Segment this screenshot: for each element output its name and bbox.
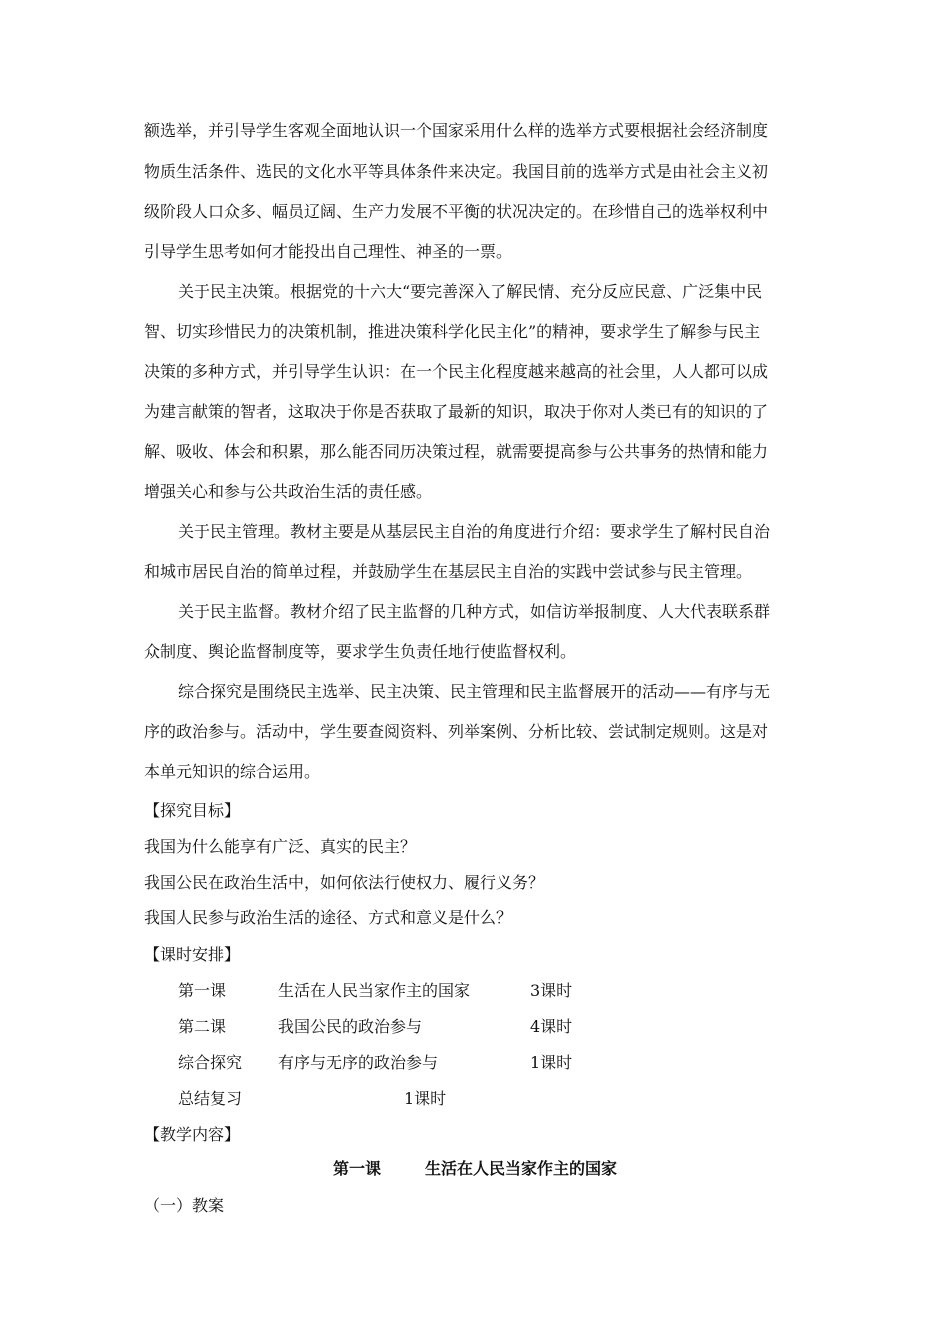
schedule-hours: 1课时 (530, 1053, 573, 1072)
schedule-title: 有序与无序的政治参与 (278, 1053, 439, 1072)
paragraph-line: 物质生活条件、选民的文化水平等具体条件来决定。我国目前的选举方式是由社会主义初 (144, 162, 769, 181)
lesson-title (0, 1158, 950, 1180)
paragraph-line: 智、切实珍惜民力的决策机制，推进决策科学化民主化”的精神，要求学生了解参与民主 (144, 322, 761, 341)
paragraph-line: 增强关心和参与公共政治生活的责任感。 (144, 482, 433, 501)
paragraph-line: 解、吸收、体会和积累，那么能否同历决策过程，就需要提高参与公共事务的热情和能力 (144, 442, 769, 461)
paragraph-line: 关于民主决策。根据党的十六大“要完善深入了解民情、充分反应民意、广泛集中民 (178, 282, 763, 301)
schedule-heading: 【课时安排】 (144, 945, 241, 964)
paragraph-line: 关于民主监督。教材介绍了民主监督的几种方式，如信访举报制度、人大代表联系群 (178, 602, 771, 621)
goal-item: 我国公民在政治生活中，如何依法行使权力、履行义务？ (144, 873, 545, 892)
schedule-hours: 1课时 (404, 1089, 447, 1108)
paragraph-line: 级阶段人口众多、幅员辽阔、生产力发展不平衡的状况决定的。在珍惜自己的选举权利中 (144, 202, 769, 221)
paragraph-line: 决策的多种方式，并引导学生认识：在一个民主化程度越来越高的社会里，人人都可以成 (144, 362, 769, 381)
paragraph-line: 综合探究是围绕民主选举、民主决策、民主管理和民主监督展开的活动——有序与无 (178, 682, 771, 701)
goal-item: 我国人民参与政治生活的途径、方式和意义是什么？ (144, 908, 513, 927)
schedule-hours: 3课时 (530, 981, 573, 1000)
paragraph-line: 为建言献策的智者，这取决于你是否获取了最新的知识，取决于你对人类已有的知识的了 (144, 402, 769, 421)
paragraph-line: 关于民主管理。教材主要是从基层民主自治的角度进行介绍：要求学生了解村民自治 (178, 522, 771, 541)
schedule-hours: 4课时 (530, 1017, 573, 1036)
schedule-lesson: 第一课 (178, 981, 227, 1000)
goals-heading: 【探究目标】 (144, 801, 241, 820)
schedule-lesson: 第二课 (178, 1017, 227, 1036)
paragraph-line: 本单元知识的综合运用。 (144, 762, 321, 781)
paragraph-line: 众制度、舆论监督制度等，要求学生负责任地行使监督权利。 (144, 642, 577, 661)
content-heading: 【教学内容】 (144, 1125, 241, 1144)
paragraph-line: 序的政治参与。活动中，学生要查阅资料、列举案例、分析比较、尝试制定规则。这是对 (144, 722, 769, 741)
lesson-name: 生活在人民当家作主的国家 (425, 1159, 618, 1178)
paragraph-line: 引导学生思考如何才能投出自己理性、神圣的一票。 (144, 242, 513, 261)
schedule-lesson: 综合探究 (178, 1053, 243, 1072)
schedule-title: 我国公民的政治参与 (278, 1017, 423, 1036)
lesson-number: 第一课 (332, 1159, 381, 1178)
section-label: （一）教案 (144, 1196, 225, 1215)
schedule-lesson: 总结复习 (178, 1089, 243, 1108)
paragraph-line: 和城市居民自治的简单过程，并鼓励学生在基层民主自治的实践中尝试参与民主管理。 (144, 562, 753, 581)
paragraph-line: 额选举，并引导学生客观全面地认识一个国家采用什么样的选举方式要根据社会经济制度 (144, 121, 769, 140)
schedule-title: 生活在人民当家作主的国家 (278, 981, 471, 1000)
goal-item: 我国为什么能享有广泛、真实的民主？ (144, 837, 417, 856)
